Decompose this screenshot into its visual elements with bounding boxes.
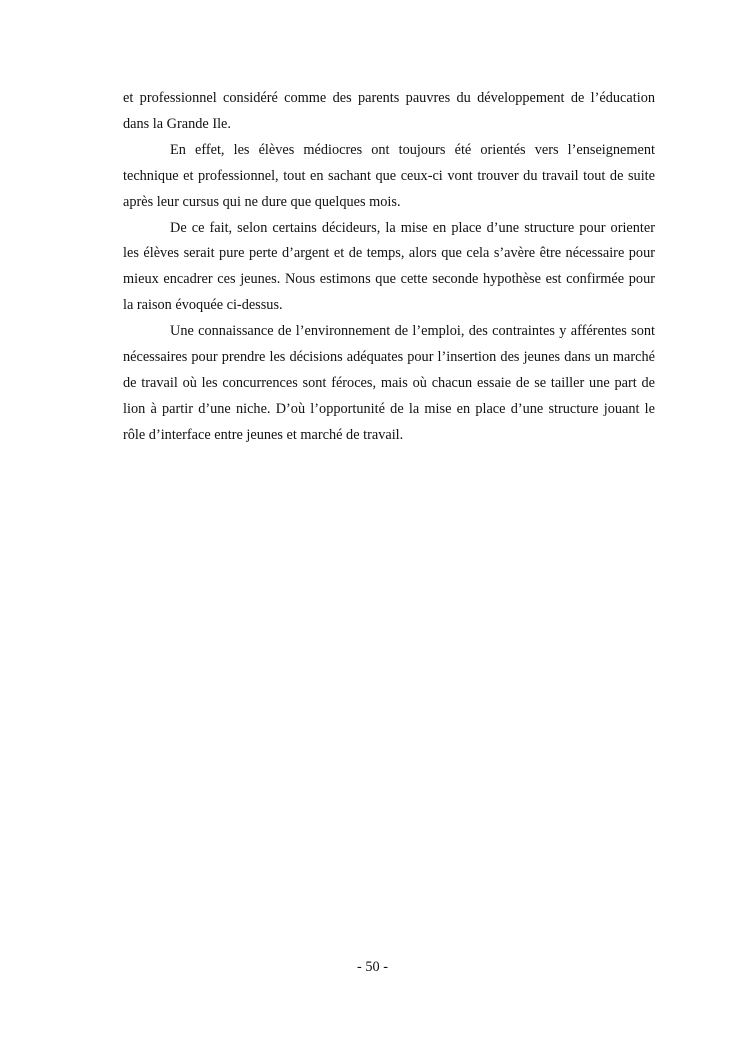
page-number: - 50 - xyxy=(357,959,388,975)
paragraph-environnement-emploi: Une connaissance de l’environnement de l’emploi, des contraintes y afférentes sont nécessaires pour prendre les décisions adéquates pour l’insertion des jeunes dans un marché de travail où les concurrences sont féroces, mais où chacun essaie de se tailler une part de lion à partir d’une niche. D’où l’opportunité de la mise en place d’une structure jouant le rôle d’interface entre jeunes et marché de travail. xyxy=(123,323,655,443)
paragraph-continuation: et professionnel considéré comme des parents pauvres du développement de l’éducation dans la Grande Ile. xyxy=(123,90,655,132)
paragraph-eleves-mediocres: En effet, les élèves médiocres ont toujours été orientés vers l’enseignement technique et professionnel, tout en sachant que ceux-ci vont trouver du travail tout de suite après leur cursus qui ne dure que quelques mois. xyxy=(123,141,655,210)
body-text xyxy=(123,86,655,449)
paragraph-decideurs: De ce fait, selon certains décideurs, la mise en place d’une structure pour orienter les élèves serait pure perte d’argent et de temps, alors que cela s’avère être nécessaire pour mieux encadrer ces jeunes. Nous estimons que cette seconde hypothèse est confirmée pour la raison évoquée ci-dessus. xyxy=(123,219,655,314)
